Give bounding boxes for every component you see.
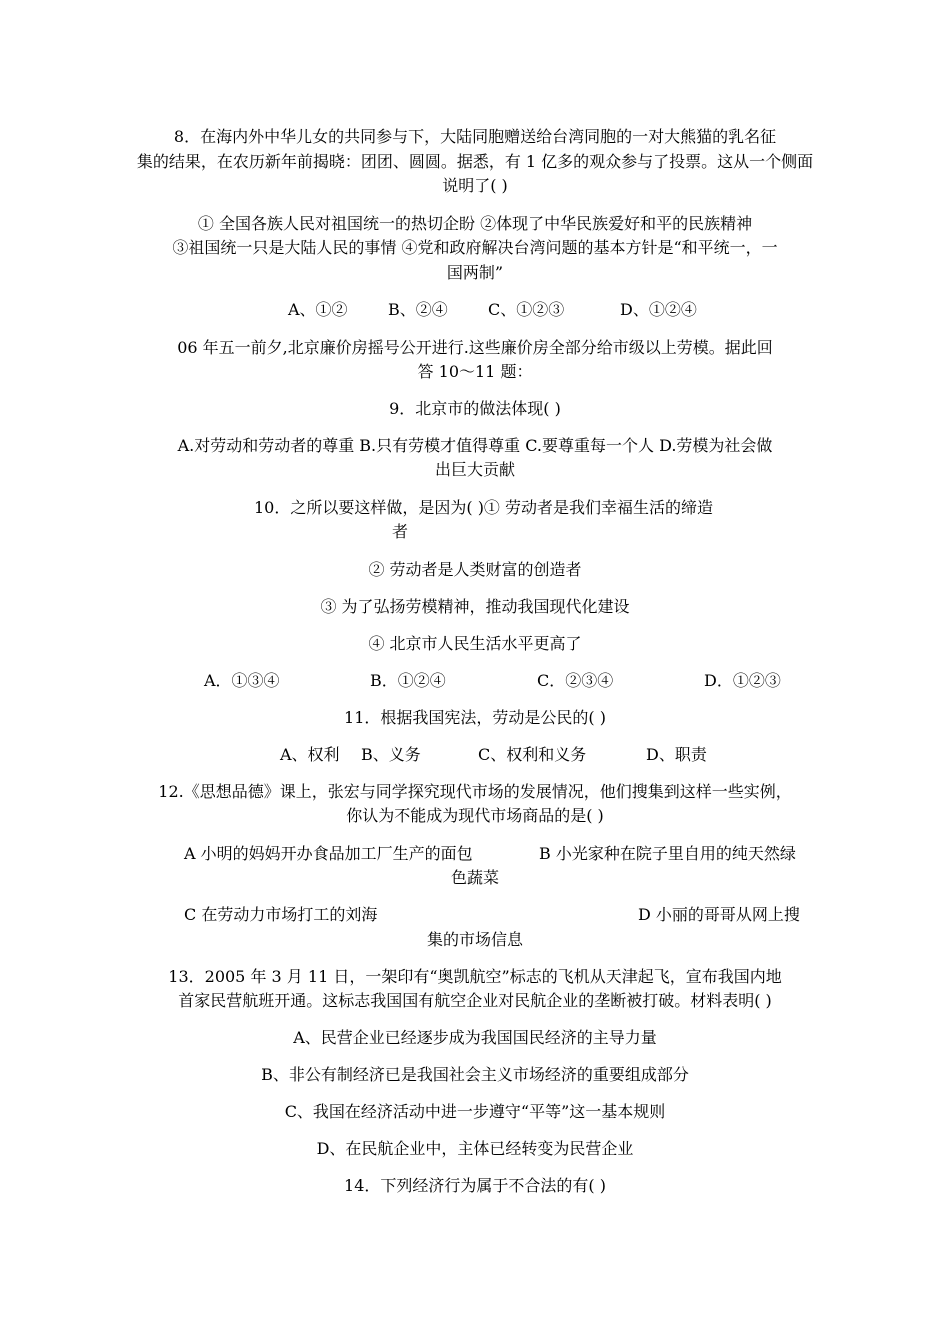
intro-line-1: 06 年五一前夕,北京廉价房摇号公开进行.这些廉价房全部分给市级以上劳模。据此回: [177, 338, 773, 357]
q8-stem-line-1: 8．在海内外中华儿女的共同参与下，大陆同胞赠送给台湾同胞的一对大熊猫的乳名征: [173, 127, 777, 146]
q9-option-line-2: 出巨大贡献: [434, 460, 515, 479]
q12-stem-line-2: 你认为不能成为现代市场商品的是( ): [346, 806, 604, 825]
q11-choice-a: A、权利: [280, 745, 340, 764]
q11-stem: 11．根据我国宪法，劳动是公民的( ): [344, 708, 606, 727]
q13-option-b: B、非公有制经济已是我国社会主义市场经济的重要组成部分: [261, 1065, 689, 1084]
q8-choice-b: B、②④: [388, 300, 448, 319]
q8-stem-line-2: 集的结果，在农历新年前揭晓：团团、圆圆。据悉，有 1 亿多的观众参与了投票。这从一个侧面: [136, 152, 814, 171]
q13-stem-line-2: 首家民营航班开通。这标志我国国有航空企业对民航企业的垄断被打破。材料表明( ): [178, 991, 772, 1010]
q10-item-3: ③ 为了弘扬劳模精神，推动我国现代化建设: [320, 597, 630, 616]
q13-option-c: C、我国在经济活动中进一步遵守“平等”这一基本规则: [284, 1102, 666, 1121]
intro-line-2: 答 10～11 题：: [417, 362, 533, 381]
q12-option-a: A 小明的妈妈开办食品加工厂生产的面包: [184, 844, 473, 863]
q12-stem-line-1: 12.《思想品德》课上，张宏与同学探究现代市场的发展情况，他们搜集到这样一些实例，: [158, 782, 792, 801]
q10-choice-a: A．①③④: [204, 671, 280, 690]
q10-choice-c: C．②③④: [537, 671, 614, 690]
q12-option-c: C 在劳动力市场打工的刘海: [184, 905, 378, 924]
q12-option-b-continued: 色蔬菜: [450, 868, 499, 887]
q8-option-line-3: 国两制”: [446, 263, 504, 282]
q11-choice-d: D、职责: [646, 745, 707, 764]
q10-stem-line-1: 10．之所以要这样做，是因为( )① 劳动者是我们幸福生活的缔造: [254, 498, 714, 517]
q13-option-d: D、在民航企业中，主体已经转变为民营企业: [316, 1139, 634, 1158]
q8-choice-a: A、①②: [288, 300, 348, 319]
q14-stem: 14．下列经济行为属于不合法的有( ): [344, 1176, 606, 1195]
q13-option-a: A、民营企业已经逐步成为我国国民经济的主导力量: [293, 1028, 657, 1047]
q11-choice-b: B、义务: [361, 745, 421, 764]
q12-option-b: B 小光家种在院子里自用的纯天然绿: [539, 844, 796, 863]
q10-item-2: ② 劳动者是人类财富的创造者: [368, 560, 582, 579]
q8-choice-c: C、①②③: [488, 300, 565, 319]
q10-stem-line-2: 者: [392, 522, 409, 541]
q13-stem-line-1: 13．2005 年 3 月 11 日，一架印有“奥凯航空”标志的飞机从天津起飞，宣布我国内地: [168, 967, 782, 986]
q8-option-line-1: ① 全国各族人民对祖国统一的热切企盼 ②体现了中华民族爱好和平的民族精神: [197, 214, 753, 233]
q9-stem: 9．北京市的做法体现( ): [389, 399, 561, 418]
q10-choice-d: D．①②③: [704, 671, 781, 690]
q9-option-line-1: A.对劳动和劳动者的尊重 B.只有劳模才值得尊重 C.要尊重每一个人 D.劳模为社会做: [177, 436, 773, 455]
q8-option-line-2: ③祖国统一只是大陆人民的事情 ④党和政府解决台湾问题的基本方针是“和平统一，一: [172, 238, 778, 257]
q12-option-d-continued: 集的市场信息: [426, 930, 523, 949]
q11-choice-c: C、权利和义务: [478, 745, 587, 764]
q10-item-4: ④ 北京市人民生活水平更高了: [368, 634, 582, 653]
q12-option-d: D 小丽的哥哥从网上搜: [638, 905, 800, 924]
q8-choice-d: D、①②④: [620, 300, 697, 319]
q10-choice-b: B．①②④: [370, 671, 446, 690]
q8-stem-line-3: 说明了( ): [442, 176, 508, 195]
